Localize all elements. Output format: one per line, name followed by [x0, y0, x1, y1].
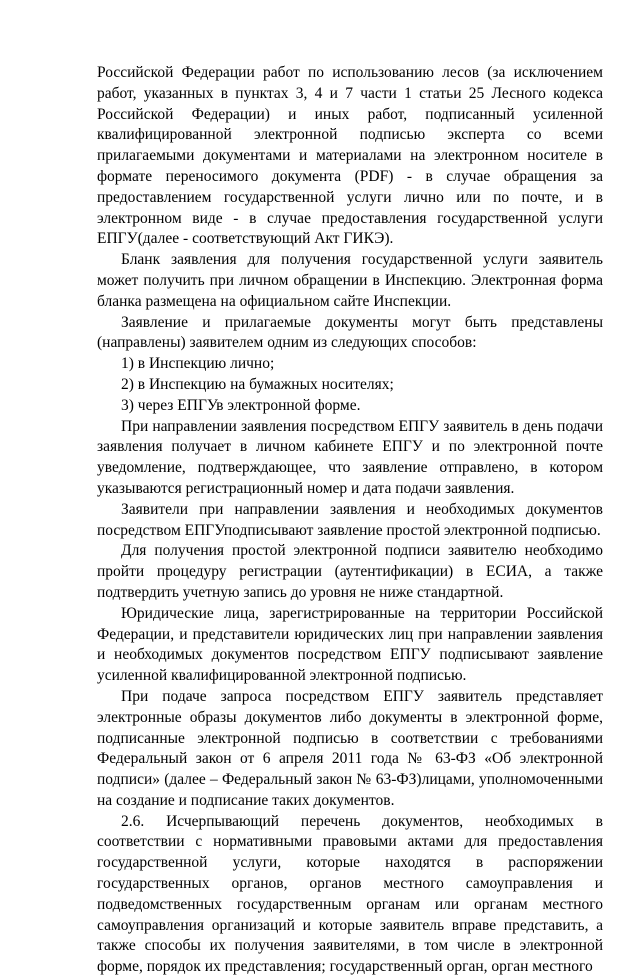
list-item: 1) в Инспекцию лично;	[121, 355, 275, 373]
paragraph-submission-methods: Заявление и прилагаемые документы могут быть представлены (направлены) заявителем одним из следующих способов:	[97, 313, 603, 352]
paragraph-esia-registration: Для получения простой электронной подписи заявителю необходимо пройти процедуру регистрации (аутентификации) в ЕСИА, а также подтвердить учетную запись до уровня не ниже стандартной.	[97, 542, 603, 601]
document-body	[97, 63, 603, 978]
paragraph-section-2-6: 2.6. Исчерпывающий перечень документов, необходимых в соответствии с нормативными правовыми актами для предоставления государственной услуги, которые находятся в распоряжении государственных органов, органов местного самоуправления и подведомственных государственным органам или органам местного самоуправления организаций и которые заявитель вправе представить, а также способы их получения заявителями, в том числе в электронной форме, порядок их представления; государственный орган, орган местного	[97, 812, 603, 976]
paragraph-simple-signature: Заявители при направлении заявления и необходимых документов посредством ЕПГУподписывают заявление простой электронной подписью.	[97, 500, 603, 539]
paragraph-continuation: Российской Федерации работ по использованию лесов (за исключением работ, указанных в пунктах 3, 4 и 7 части 1 статьи 25 Лесного кодекса Российской Федерации) и иных работ, подписанный усиленной квалифицированной электронной подписью эксперта со всеми прилагаемыми документами и материалами на электронном носителе в формате переносимого документа (PDF) - в случае обращения за предоставлением государственной услуги лично или по почте, и в электронном виде - в случае предоставления государственной услуги ЕПГУ(далее - соответствующий Акт ГИКЭ).	[97, 64, 603, 248]
paragraph-blank-form: Бланк заявления для получения государственной услуги заявитель может получить при личном обращении в Инспекцию. Электронная форма бланка размещена на официальном сайте Инспекции.	[97, 251, 603, 310]
list-item: 3) через ЕПГУв электронной форме.	[121, 396, 361, 414]
paragraph-electronic-documents: При подаче запроса посредством ЕПГУ заявитель представляет электронные образы документов либо документы в электронной форме, подписанные электронной подписью в соответствии с требованиями Федеральный закон от 6 апреля 2011 года № 63-ФЗ «Об электронной подписи» (далее – Федеральный закон № 63-ФЗ)лицами, уполномоченными на создание и подписание таких документов.	[97, 687, 603, 809]
paragraph-epgu-notification: При направлении заявления посредством ЕПГУ заявитель в день подачи заявления получает в личном кабинете ЕПГУ и по электронной почте уведомление, подтверждающее, что заявление отправлено, в котором указываются регистрационный номер и дата подачи заявления.	[97, 417, 603, 497]
list-item: 2) в Инспекцию на бумажных носителях;	[121, 375, 394, 393]
paragraph-legal-entities: Юридические лица, зарегистрированные на территории Российской Федерации, и представители юридических лиц при направлении заявления и необходимых документов посредством ЕПГУ подписывают заявление усиленной квалифицированной электронной подписью.	[97, 604, 603, 685]
